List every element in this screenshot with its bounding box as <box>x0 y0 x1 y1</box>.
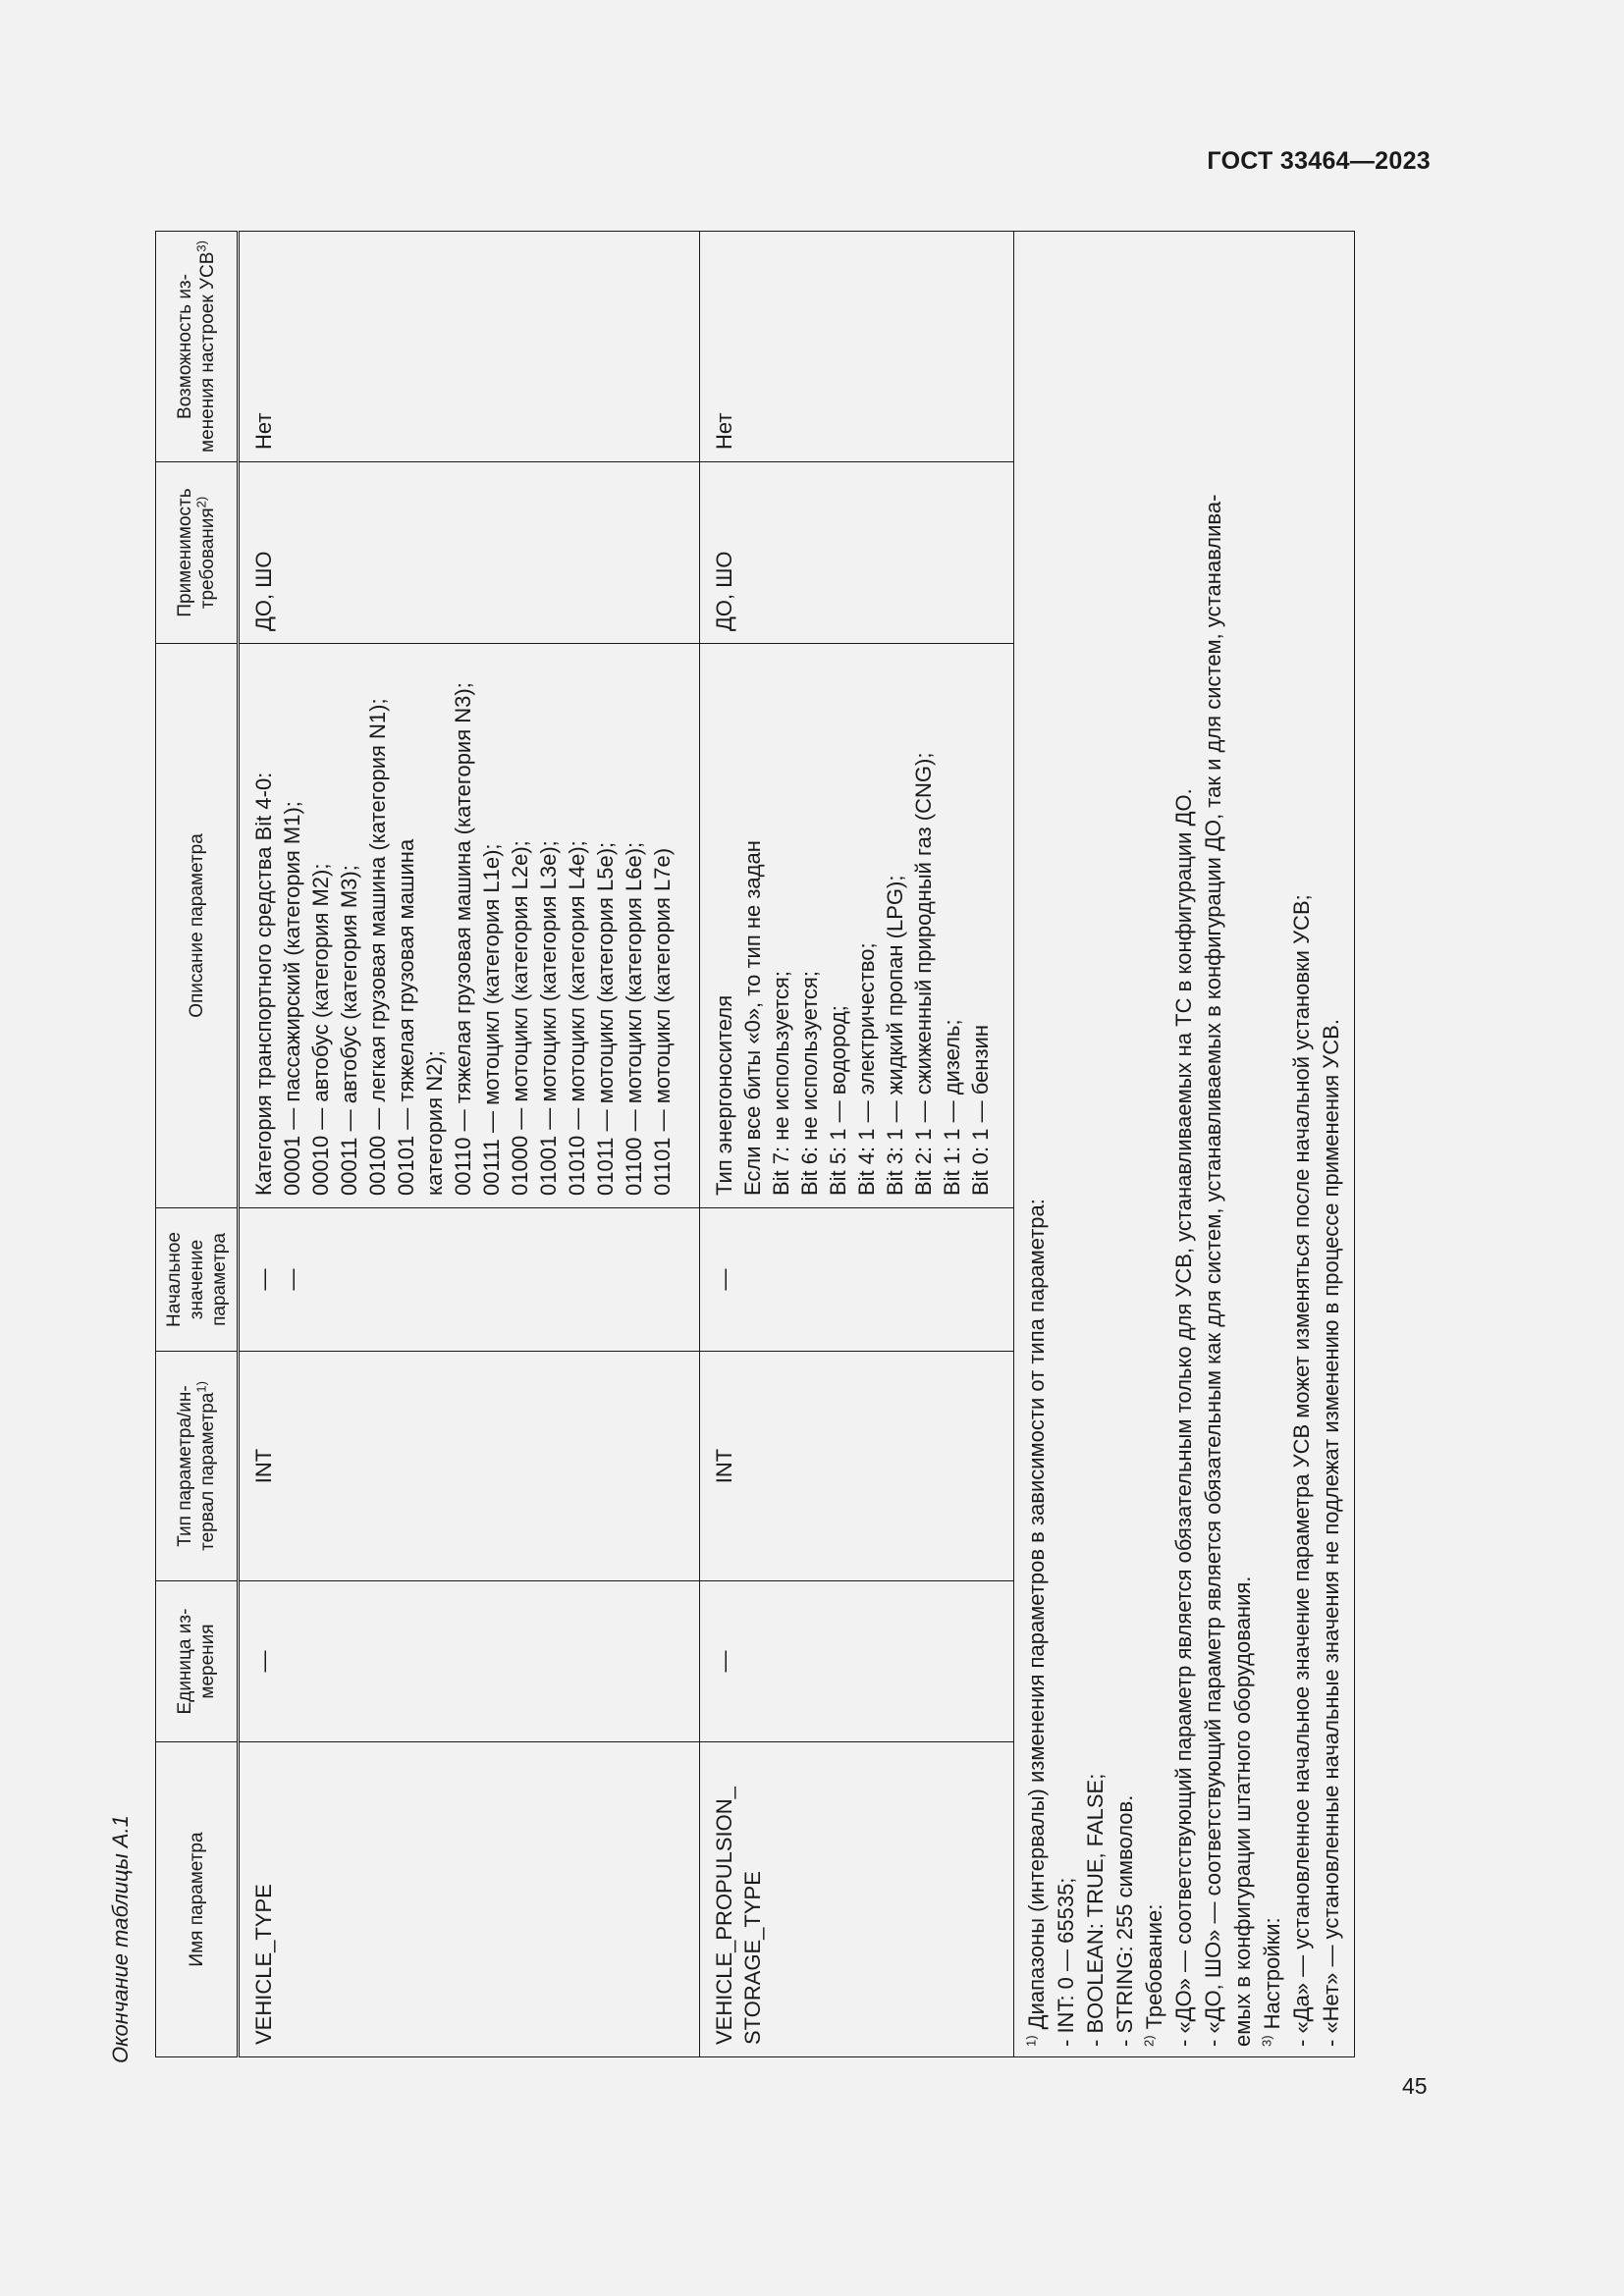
footnote-line: $^{3)}$ Настройки: <box>1259 1917 1284 2047</box>
col-header-type: Тип параметра/ин-тервал параметра$^{1)}$ <box>156 1352 239 1581</box>
table-row <box>239 232 700 2057</box>
unit-cell: — <box>700 1581 1014 1742</box>
header-row <box>156 232 239 2057</box>
type-cell: INT <box>700 1352 1014 1581</box>
footnote-line: - «ДО, ШО» — соответствующий параметр является обязательным как для систем, устанавливаемых в конфигурации ДО, так и для систем, устанавлива- <box>1201 494 1225 2047</box>
unit-cell: — <box>239 1581 700 1742</box>
description-cell: Категория транспортного средства Bit 4-0: 00001 — пассажирский (категория M1); 00010 — автобус (категория M2); 00011 — автобус (категория M3); 00100 — легкая грузовая машина (категория N1); 00101 — тяжелая грузовая машина категория N2); 00110 — тяжелая грузовая машина (категория N3); 00111 — мотоцикл (категория L1e); 01000 — мотоцикл (категория L2e); 01001 — мотоцикл (категория L3e); 01010 — мотоцикл (категория L4e); 01011 — мотоцикл (категория L5e); 01100 — мотоцикл (категория L6e); 01101 — мотоцикл (категория L7e) <box>239 644 700 1208</box>
parameter-table <box>155 231 1355 2057</box>
initial-value-cell: — — <box>239 1208 700 1352</box>
footnote-line: - «ДО» — соответствующий параметр является обязательным только для УСВ, устанавливаемых на ТС в конфигурации ДО. <box>1171 788 1196 2047</box>
applicability-cell: ДО, ШО <box>700 462 1014 644</box>
initial-value-cell: — <box>700 1208 1014 1352</box>
footnote-line: $^{2)}$ Требование: <box>1141 1903 1166 2047</box>
rotated-page-content <box>108 228 1384 2063</box>
changeable-cell: Нет <box>239 232 700 462</box>
footnote-line: - BOOLEAN: TRUE, FALSE; <box>1083 1773 1108 2047</box>
param-name-cell: VEHICLE_TYPE <box>239 1742 700 2057</box>
col-header-unit: Единица из-мерения <box>156 1581 239 1742</box>
changeable-cell: Нет <box>700 232 1014 462</box>
footnote-line: - STRING: 255 символов. <box>1112 1794 1137 2047</box>
type-cell: INT <box>239 1352 700 1581</box>
footnotes-cell <box>1014 232 1355 2057</box>
notes-row <box>1014 232 1355 2057</box>
footnote-line: - INT: 0 — 65535; <box>1054 1877 1078 2047</box>
document-code: ГОСТ 33464—2023 <box>1207 147 1431 175</box>
footnote-line: емых в конфигурации штатного оборудования. <box>1230 1575 1255 2047</box>
footnote-line: - «Да» — установленное начальное значение параметра УСВ может изменяться после начальной установки УСВ; <box>1289 894 1314 2047</box>
col-header-description: Описание параметра <box>156 644 239 1208</box>
table-row <box>700 232 1014 2057</box>
description-cell: Тип энергоносителя Если все биты «0», то тип не задан Bit 7: не используется; Bit 6: не используется; Bit 5: 1 — водород; Bit 4: 1 — электричество; Bit 3: 1 — жидкий пропан (LPG); Bit 2: 1 — сжиженный природный газ (CNG); Bit 1: 1 — дизель; Bit 0: 1 — бензин <box>700 644 1014 1208</box>
col-header-initial: Начальное значение параметра <box>156 1208 239 1352</box>
table-caption: Окончание таблицы А.1 <box>108 1815 133 2063</box>
col-header-applicability: Применимость требования$^{2)}$ <box>156 462 239 644</box>
footnote-line: - «Нет» — установленные начальные значения не подлежат изменению в процессе применения УСВ. <box>1319 1019 1343 2047</box>
footnote-line: $^{1)}$ Диапазоны (интервалы) изменения параметров в зависимости от типа параметра: <box>1023 1199 1049 2047</box>
param-name-cell: VEHICLE_PROPULSION_ STORAGE_TYPE <box>700 1742 1014 2057</box>
col-header-name: Имя параметра <box>156 1742 239 2057</box>
page-number: 45 <box>1402 2073 1428 2099</box>
applicability-cell: ДО, ШО <box>239 462 700 644</box>
col-header-changeable: Возможность из-менения настроек УСВ$^{3)}$ <box>156 232 239 462</box>
